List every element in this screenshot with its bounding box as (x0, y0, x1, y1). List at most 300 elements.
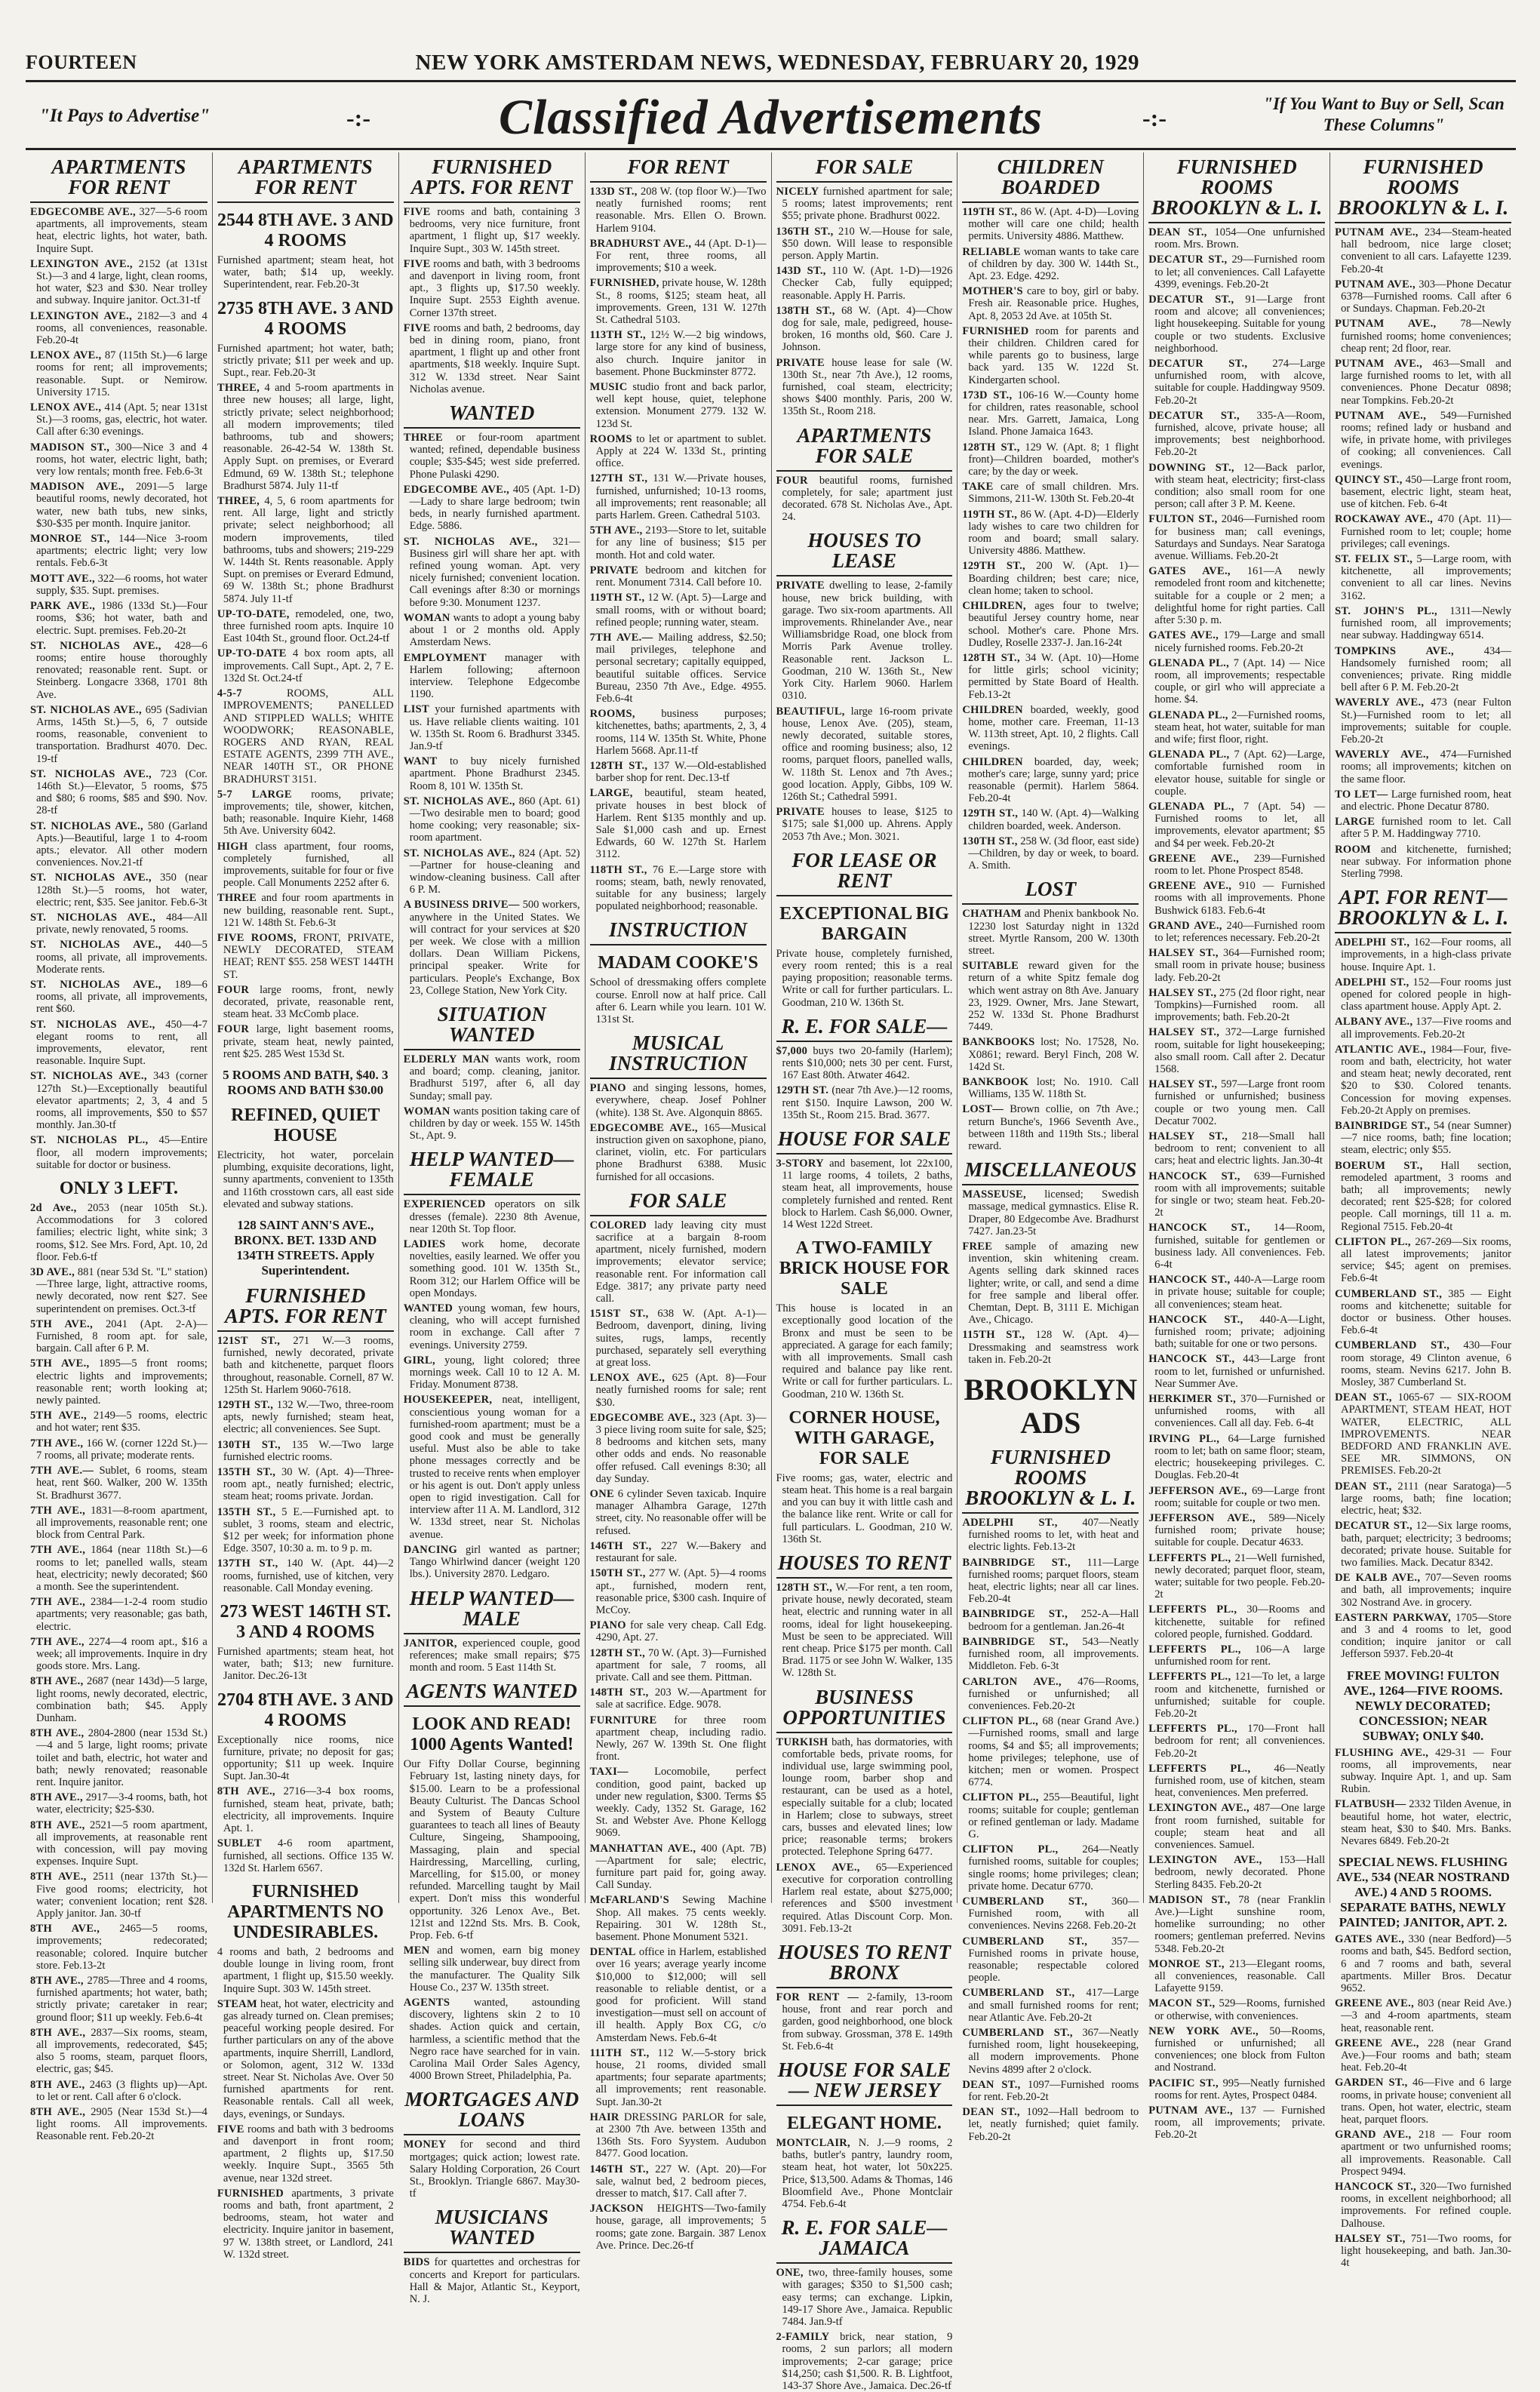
ad-lead: 130TH ST., (962, 835, 1018, 847)
ad-lead: EDGECOMBE AVE., (589, 1121, 698, 1134)
section-header: LOST (962, 875, 1139, 905)
classified-ad (404, 1394, 580, 1540)
ad-text: large 16-room private house, Lenox Ave. (205), steam, newly decorated, suitable stores, office and rooming business; also, 12 rooms, parquet floors, panelled walls, W. 118th St. Lenox and 7th Aves.; good location. Apply, Gibbs, 109 W. 126th St.; Cathedral 5991. (782, 705, 953, 803)
classified-ad (962, 1843, 1139, 1892)
ad-lead: EDGECOMBE AVE., (589, 1411, 696, 1424)
ad-lead: PARK AVE., (30, 600, 96, 613)
ad-lead: PUTNAM AVE., (1148, 2105, 1233, 2117)
ad-lead: ATLANTIC AVE., (1335, 1043, 1426, 1056)
ad-text: 2-family, 13-room house, front and rear porch and garden, good neighborhood, one block from subway. Grossman, 378 E. 149th St. Feb.6-4t (782, 1991, 953, 2052)
ad-lead: 113TH ST., (589, 329, 646, 342)
top-rule (26, 80, 1516, 82)
ad-lead: CARLTON AVE., (962, 1675, 1062, 1688)
classified-ad (404, 1238, 580, 1299)
classified-ad (1148, 1078, 1325, 1127)
ad-lead: LEXINGTON AVE., (30, 257, 133, 270)
ad-lead: MASSEUSE, (962, 1188, 1026, 1201)
classified-ad (1335, 1798, 1511, 1847)
display-ad-heading: 128 SAINT ANN'S AVE., BRONX. BET. 133D AND 134TH STREETS. Apply Superintendent. (234, 1218, 377, 1277)
ad-text: for quartettes and orchestras for concerts and Kreport for particulars. Hall & Major, Atlantic St., Keyport, N. J. (409, 2256, 580, 2306)
ad-text: 140 W. (Apt. 4)—Walking children boarded, week. Anderson. (968, 807, 1139, 832)
ad-lead: ST. NICHOLAS PL., (30, 1134, 149, 1147)
classified-ad (30, 1675, 207, 1724)
classified-ad (590, 787, 767, 860)
ad-text: 275 (2d floor right, near Tompkins)—Furnished room. all improvements; bath. Feb.20-2t (1154, 986, 1326, 1024)
classified-ad (1148, 1671, 1325, 1720)
classified-ad (30, 1544, 207, 1593)
ad-lead: 5TH AVE., (30, 1410, 87, 1422)
classified-ad (776, 1045, 953, 1082)
ad-text: 78—Newly furnished rooms; home conveniences; cheap rent; 2d floor, rear. (1341, 318, 1511, 355)
classified-ad (1148, 462, 1325, 511)
ad-lead: 8TH AVE., (30, 1727, 85, 1740)
classified-ad (404, 536, 580, 609)
ad-text: 370—Furnished or unfurnished rooms, with all conveniences. Call all day. Feb. 6-4t (1154, 1393, 1326, 1430)
ad-text: School of dressmaking offers complete course. Enroll now at half price. Call after 6. Learn while you learn. 101 W. 131st St. (589, 976, 767, 1025)
ad-lead: BAINBRIDGE ST., (962, 1556, 1071, 1569)
classified-ad (404, 1354, 580, 1391)
ad-lead: DANCING (403, 1543, 458, 1556)
ad-lead: TAXI— (589, 1766, 629, 1779)
classified-ad (962, 756, 1139, 805)
ad-lead: GIRL, (403, 1354, 435, 1367)
section-header: R. E. FOR SALE— (776, 1012, 953, 1042)
classified-ad (776, 706, 953, 804)
classified-ad (590, 1686, 767, 1711)
ad-lead: MUSIC (589, 381, 628, 394)
ad-lead: ST. JOHN'S PL., (1335, 604, 1437, 617)
ad-text: 440—5 rooms, all private, all improvements. Moderate rents. (36, 939, 207, 976)
classified-ad (217, 1946, 394, 1995)
classified-ad (962, 908, 1139, 957)
ad-lead: 118TH ST., (589, 863, 647, 876)
ad-text: 860 (Apt. 61)—Two desirable men to board; good home cooking; very reasonable; six-room apartment. (409, 795, 580, 844)
ad-text: 69—Large front room; suitable for couple or two men. (1154, 1484, 1326, 1509)
ad-text: 367—Neatly furnished room, light housekeeping, all modern improvements. Phone Nevins 4899 after 2 o'clock. (968, 2026, 1139, 2076)
ad-lead: HERKIMER ST., (1148, 1393, 1237, 1406)
ad-text: 140 W. (Apt. 44)—2 rooms, furnished, use of kitchen, very reasonable. Call Monday evening. (223, 1557, 394, 1594)
ad-text: Mailing address, $2.50; mail privileges, telephone and personal secretary; capitally equipped, beautiful suitable offices. Service Bureau, 2350 7th Ave., Edge. 4955. Feb.6-4t (595, 631, 767, 705)
ad-lead: 119TH ST., (962, 206, 1018, 218)
ad-lead: FULTON ST., (1148, 513, 1218, 526)
classified-ad (30, 573, 207, 597)
ad-lead: MONTCLAIR, (776, 2136, 850, 2149)
display-ad-heading: BROOKLYN ADS (964, 1373, 1138, 1440)
section-header: APARTMENTS FOR SALE (776, 421, 953, 472)
ad-text: Brown collie, on 7th Ave.; return Bunche's, 1966 Seventh Ave., between 118th and 119th Sts.; liberal reward. (968, 1103, 1139, 1153)
right-ornament: -:- (1142, 104, 1167, 131)
classified-ad (30, 640, 207, 701)
ad-text: 252-A—Hall bedroom for a gentleman. Jan.26-4t (968, 1608, 1139, 1633)
ad-lead: 8TH AVE., (30, 1791, 83, 1804)
classified-ad (776, 948, 953, 1009)
section-header: SITUATION WANTED (404, 1000, 580, 1050)
classified-ad (217, 495, 394, 605)
classified-ad (404, 1544, 580, 1581)
ad-text: operators on silk dresses (female). 2230 8th Avenue, near 120th St. Top floor. (409, 1198, 580, 1235)
ad-text: 385 — Eight rooms and kitchenette; suitable for doctor or business. Other houses. Feb.6-4t (1341, 1287, 1511, 1337)
classified-ad (776, 475, 953, 524)
classified-ad (1148, 629, 1325, 653)
classified-ad (404, 899, 580, 997)
classified-ad (962, 1036, 1139, 1073)
ad-text: bath, has dormatories, with comfortable beds, private rooms, for individual use, large swimming pool, lounge room, barber shop and restaurant, can be used as a hotel, especially suitable for a club; located in Harlem; close to subways, street cars, busses and elevated lines; low price; reasonable terms; brokers protected. Telephone Spring 6477. (782, 1736, 953, 1859)
ad-lead: ROOMS, (589, 708, 635, 721)
ad-lead: MADISON ST., (1148, 1893, 1231, 1906)
ad-text: 1986 (133d St.)—Four rooms, $36; hot water, bath and electric. Supt. premises. Feb.20-2t (36, 600, 207, 637)
classified-ad (1335, 226, 1511, 275)
classified-ad (1335, 645, 1511, 694)
ad-lead: DECATUR ST., (1148, 294, 1234, 306)
section-header: FOR LEASE OR RENT (776, 846, 953, 896)
ad-text: 14—Room, furnished, suitable for gentlemen or business lady. All conveniences. Feb. 6-4t (1154, 1222, 1326, 1271)
ad-lead: GLENADA PL., (1148, 749, 1230, 761)
classified-ad (590, 1540, 767, 1564)
classified-ad (1148, 410, 1325, 459)
ad-lead: ST. NICHOLAS AVE., (30, 819, 143, 832)
classified-ad (30, 533, 207, 570)
classified-ad (962, 1557, 1139, 1606)
ad-text: 267-269—Six rooms, all latest improvements; janitor service; $45; agent on premises. Feb.6-4t (1341, 1235, 1511, 1285)
classified-ad (776, 1472, 953, 1545)
ad-lead: EXPERIENCED (403, 1198, 486, 1211)
classified-ad (1335, 2233, 1511, 2270)
ad-text: 434—Handsomely furnished room; all conveniences; private. Ring middle bell after 6 P. M. Feb.20-2t (1341, 644, 1511, 694)
ad-text: manager with Harlem following; afternoon interview. Telephone Edgecombe 1190. (409, 651, 580, 701)
ad-lead: 7TH AVE., (30, 1504, 86, 1517)
ad-lead: 5TH AVE., (30, 1317, 94, 1330)
ad-text: 428—6 rooms; entire house thoroughly renovated; reasonable rent. Supt. or Steinberg. Longacre 3368, 1701 8th Ave. (36, 639, 207, 701)
classified-ad (217, 1335, 394, 1396)
ad-lead: BAINBRIDGE ST., (962, 1608, 1068, 1621)
classified-ad (590, 433, 767, 470)
classified-ad (404, 432, 580, 481)
ad-lead: FOUR (217, 1023, 250, 1036)
ad-lead: ST. NICHOLAS AVE., (30, 703, 142, 716)
ad-text: 129 W. (Apt. 8; 1 flight front)—Children boarded, mother's care; by the day or week. (968, 441, 1139, 478)
ad-text: large, light basement rooms, private, steam heat, newly painted, rent $25. 285 West 153d St. (223, 1023, 394, 1060)
classified-ad (1148, 1222, 1325, 1271)
ad-text: 417—Large and small furnished rooms for rent; near Atlantic Ave. Feb.20-2t (968, 1987, 1139, 2024)
section-header: WANTED (404, 398, 580, 429)
classified-ad (1335, 1612, 1511, 1661)
ad-lead: SUBLET (217, 1837, 262, 1850)
classified-ad (1335, 358, 1511, 407)
classified-ad (30, 1636, 207, 1673)
classified-ad (404, 2138, 580, 2200)
ad-text: rooms and bath, with 3 bedrooms and davenport in living room, front apt., 3 flights up, $17.50 weekly. Inquire Supt. 2553 Eighth avenue. Corner 137th street. (409, 257, 580, 319)
ad-text: 277 W. (Apt. 5)—4 rooms apt., furnished, modern rent, reasonable price, $300 cash. Inquire of McCoy. (595, 1567, 767, 1616)
ad-text: 484—All private, newly renovated, 5 rooms. (36, 911, 207, 936)
classified-ad (1148, 1997, 1325, 2022)
ad-lead: ST. NICHOLAS AVE., (30, 639, 161, 652)
classified-ad (962, 2027, 1139, 2076)
ad-lead: 5-7 LARGE (217, 788, 292, 801)
classified-ad (217, 254, 394, 291)
classified-ad (1335, 1572, 1511, 1609)
classified-ad (30, 704, 207, 765)
ad-lead: HANCOCK ST., (1335, 2181, 1417, 2194)
classified-ad (590, 381, 767, 430)
ad-lead: QUINCY ST., (1335, 473, 1403, 486)
ad-text: 110 W. (Apt. 1-D)—1926 Checker Cab, fully equipped; reasonable. Apply H. Parris. (782, 265, 953, 302)
classified-ad (776, 806, 953, 843)
ad-lead: UP-TO-DATE, (217, 607, 290, 620)
classified-ad (776, 226, 953, 263)
classified-ad (776, 186, 953, 223)
ad-text: 2837—Six rooms, steam, all improvements, redecorated, $45; also 5 rooms, steam, parquet floors, electric, gas; $45. (36, 2026, 207, 2076)
classified-ad (962, 1895, 1139, 1932)
section-header: FURNISHED APTS. FOR RENT (217, 1281, 394, 1332)
ad-text: 1097—Furnished rooms for rent. Feb.20-2t (968, 2078, 1139, 2103)
classified-ad (962, 1241, 1139, 1326)
classified-ad (590, 1843, 767, 1892)
ad-lead: GATES AVE., (1148, 565, 1231, 578)
ad-text: Exceptionally nice rooms, nice furniture, private; no deposit for gas; opportunity; $11 up week. Inquire Supt. Jan.30-4t (217, 1733, 394, 1783)
classified-ad (1335, 1933, 1511, 1994)
classified-ad (776, 1158, 953, 1231)
ad-lead: LIST (403, 703, 429, 716)
classified-ad (962, 1329, 1139, 1366)
ad-lead: 7TH AVE., (30, 1635, 85, 1648)
classified-ad (217, 382, 394, 492)
ad-lead: GREENE AVE., (1148, 852, 1240, 865)
ad-text: Furnished apartments; steam heat, hot water, bath; $13; new furniture. Janitor. Dec.26-13t (217, 1646, 394, 1683)
ad-lead: HAIR (589, 2111, 619, 2123)
ad-text: sample of amazing new invention, skin whitening cream. Agents selling dark skinned races lighter; write, or call, and send a dime for free sample and liberal offer. Chemtan, Dept. B, 3111 E. Michigan Ave., Chicago. (968, 1241, 1139, 1327)
classified-ad (962, 2106, 1139, 2143)
classified-ad (30, 2027, 207, 2076)
classified-ad (590, 1412, 767, 1485)
ad-text: 210 W.—House for sale, $50 down. Will lease to responsible person. Apply Martin. (782, 225, 953, 263)
ad-text: 144—Nice 3-room apartments; electric light; very low rentals. Feb.6-3t (36, 533, 207, 570)
display-ad-heading: EXCEPTIONAL BIG BARGAIN (779, 903, 949, 944)
ad-lead: WAVERLY AVE., (1335, 749, 1429, 761)
ad-text: 161—A newly remodeled front room and kitchenette; suitable for a couple or 2 men; a delightful home for right parties. Call after 5:30 p. m. (1154, 565, 1326, 627)
classified-ad (776, 1084, 953, 1121)
classified-ad (962, 1103, 1139, 1152)
classified-ad (1335, 2037, 1511, 2074)
column-3 (398, 152, 585, 2306)
ad-lead: CLIFTON PL., (962, 1843, 1059, 1856)
ad-lead: GRAND AVE., (1335, 2129, 1412, 2141)
ad-lead: 7TH AVE., (30, 1544, 86, 1557)
ad-text: 450—4-7 elegant rooms to rent, all improvements, elevator, rent reasonable. Inquire Supt. (36, 1018, 207, 1068)
ad-lead: McFARLAND'S (589, 1894, 669, 1907)
ad-text: 2905 (Near 153d St.)—4 light rooms. All improvements. Reasonable rent. Feb.20-2t (36, 2106, 207, 2143)
ad-text: office in Harlem, established over 16 years; average yearly income $10,000 to $12,000; will sell reasonable to reliable dentist, or a good for proficient. Will stand investigation—must sell on account of ill health. Apply Box CG, c/o Amsterdam News. Feb.6-4t (595, 1946, 767, 2044)
ad-lead: DECATUR ST., (1148, 254, 1228, 266)
classified-ad (217, 1998, 394, 2120)
ad-lead: LARGE (1335, 816, 1376, 829)
ad-text: 4-6 room apartment, furnished, all sections. Office 135 W. 132d St. Harlem 6567. (223, 1837, 394, 1874)
ad-lead: ADELPHI ST., (962, 1517, 1058, 1530)
ad-text: 239—Furnished room to let. Phone Prospect 8548. (1154, 852, 1326, 877)
ad-lead: LEFFERTS PL., (1148, 1551, 1231, 1564)
ad-text: rooms and bath, 2 bedrooms, day bed in dining room, piano, front apartment, 1 flight up and other front apartments, $18 weekly. Inquire Supt. 312 W. 133d street. Near Saint Nicholas avenue. (409, 321, 580, 395)
classified-ad (1148, 1894, 1325, 1955)
ad-lead: A BUSINESS DRIVE— (403, 899, 520, 912)
ad-lead: ST. NICHOLAS AVE., (30, 978, 161, 991)
classified-ad (1148, 2077, 1325, 2101)
classified-ad (1335, 1120, 1511, 1157)
display-ad-heading: A TWO-FAMILY BRICK HOUSE FOR SALE (779, 1238, 950, 1299)
ad-lead: DEAN ST., (1335, 1391, 1392, 1404)
classified-ad (404, 755, 580, 792)
ad-lead: PUTNAM AVE., (1335, 358, 1423, 370)
ad-lead: FREE (962, 1241, 993, 1253)
display-ad-heading: 2704 8TH AVE. 3 AND 4 ROOMS (217, 1689, 394, 1730)
classified-ad (217, 1399, 394, 1436)
classified-ad (30, 1871, 207, 1920)
ad-lead: GREENE AVE., (1148, 880, 1232, 893)
classified-ad (590, 1122, 767, 1183)
ad-lead: LENOX AVE., (30, 401, 102, 414)
ad-text: 86 W. (Apt. 4-D)—Elderly lady wishes to care two children for room and board; small salary. University 4886. Matthew. (968, 508, 1139, 558)
ad-text: 335-A—Room, furnished, alcove, private house; all improvements; best neighborhood. Feb.20-2t (1154, 409, 1326, 459)
classified-ad (590, 864, 767, 913)
ad-lead: HALSEY ST., (1148, 1026, 1220, 1039)
classified-ad (590, 186, 767, 235)
ad-lead: THREE, (217, 382, 260, 395)
ad-lead: 128TH ST., (589, 759, 648, 772)
ad-lead: 129TH ST. (776, 1084, 829, 1097)
ad-lead: GLENADA PL., (1148, 656, 1230, 669)
page-number: FOURTEEN (26, 51, 137, 73)
ad-lead: WOMAN (403, 611, 450, 624)
ad-lead: 143D ST., (776, 265, 826, 278)
classified-ad (962, 1676, 1139, 1713)
ad-lead: 128TH ST., (776, 1582, 832, 1594)
ad-lead: EDGECOMBE AVE., (403, 483, 510, 496)
classified-ad (217, 1557, 394, 1594)
classified-ad (217, 1439, 394, 1463)
classified-ad (30, 2106, 207, 2143)
ad-lead: CLIFTON PL., (962, 1715, 1039, 1728)
ad-text: 2—Furnished rooms, steam heat, hot water, suitable for man and wife; first floor, right. (1154, 709, 1326, 746)
ad-lead: HALSEY ST., (1148, 1078, 1218, 1091)
section-header: HOUSES TO RENT BRONX (776, 1938, 953, 1988)
classified-ad (1335, 1520, 1511, 1569)
section-header: HELP WANTED— MALE (404, 1584, 580, 1634)
classified-ad (1148, 513, 1325, 562)
classified-ad (30, 310, 207, 347)
ad-text: 1984—Four, five-room and bath, electricity, hot water and steam heat; newly decorated, rent $20 to $30. Colored tenants. Concession for moving expenses. Feb.20-2t Apply on premises. (1341, 1043, 1512, 1117)
ad-text: (near 7th Ave.)—12 rooms, rent $150. Inquire Lawson, 200 W. 135th St., Room 215. Brad. 3677. (782, 1084, 953, 1121)
classified-ad (590, 1308, 767, 1369)
classified-title: Classified Advertisements (498, 90, 1044, 145)
classified-ad (590, 976, 767, 1025)
ad-lead: DOWNING ST., (1148, 461, 1234, 474)
ad-lead: TO LET— (1335, 788, 1388, 801)
ad-lead: LENOX AVE., (776, 1861, 860, 1874)
ad-lead: COLORED (589, 1219, 647, 1231)
ad-lead: GLENADA PL., (1148, 709, 1228, 721)
ad-lead: ADELPHI ST., (1335, 976, 1409, 988)
ad-lead: ROOMS (589, 432, 632, 445)
ad-text: dwelling to lease, 2-family house, new brick building, with garage. Two six-room apartments. All improvements. Rhinelander Ave., near Williamsbridge Road, one block from Morris Park Avenue trolley. Reasonable rent. Jackson L. Goodman, 210 W. 136th St., New York City. Harlem 9060. Harlem 0310. (782, 580, 953, 703)
classified-ad (590, 1082, 767, 1119)
classified-ad (217, 1466, 394, 1503)
ad-lead: 8TH AVE., (30, 1819, 85, 1831)
ad-lead: MONROE ST., (1148, 1957, 1225, 1970)
classified-ad (1148, 853, 1325, 877)
ad-text: Furnished apartment; steam heat, hot water, bath; $14 up, weekly. Superintendent, rear. Feb.20-3t (217, 254, 394, 291)
classified-ad (30, 441, 207, 478)
ad-text: 2716—3-4 box rooms, furnished, steam heat, private, bath; electricity, all improvements. Inquire Apt. 1. (223, 1785, 394, 1835)
ad-text: 476—Rooms, furnished or unfurnished; all conveniences. Feb.20-2t (968, 1675, 1139, 1712)
classified-ad (1335, 1339, 1511, 1388)
column-2 (212, 152, 398, 2261)
classified-ad (962, 807, 1139, 832)
ad-text: 45—Entire floor, all modern improvements; suitable for doctor or business. (36, 1134, 207, 1171)
ad-lead: CHILDREN (962, 703, 1023, 716)
ad-text: 271 W.—3 rooms, furnished, newly decorated, private bath and kitchenette, parquet floors throughout, reasonable. Cornell, 87 W. 125th St. Harlem 9060-7618. (223, 1335, 394, 1396)
ad-lead: BAINBRIDGE ST., (962, 1635, 1068, 1648)
classified-ad (962, 509, 1139, 558)
classified-ad (590, 564, 767, 589)
section-header: HOUSES TO RENT (776, 1548, 953, 1579)
ad-text: 638 W. (Apt. A-1)—Bedroom, davenport, dining, living suites, rugs, lamps, recently purchased, separately sell everything at great loss. (595, 1308, 767, 1370)
section-header: MORTGAGES AND LOANS (404, 2085, 580, 2135)
classified-ad (962, 1987, 1139, 2024)
ad-text: 2521—5 room apartment, all improvements, at reasonable rent with concession, will pay moving expenses. Inquire Supt. (36, 1819, 207, 1868)
classified-ad (962, 960, 1139, 1033)
ad-text: 234—Steam-heated hall bedroom, nice large closet; convenient to all cars. Lafayette 1239. Feb.20-4t (1341, 226, 1511, 275)
ad-text: Five rooms; gas, water, electric and steam heat. This home is a real bargain and you can buy it with little cash and the balance like rent. Write or call for full particulars. L. Goodman, 210 W. 136th St. (776, 1471, 953, 1545)
ad-text: girl wanted as partner; Tango Whirlwind dancer (weight 120 lbs.). University 2870. Ledgaro. (409, 1543, 580, 1581)
classified-ad (590, 1894, 767, 1943)
classified-ad (30, 1266, 207, 1315)
classified-ad (1335, 1391, 1511, 1477)
section-header: BUSINESS OPPORTUNITIES (776, 1683, 953, 1733)
ad-lead: 7TH AVE., (30, 1437, 84, 1450)
classified-ad (404, 1637, 580, 1674)
ad-text: 2274—4 room apt., $16 a week; all improvements. Inquire in dry goods store. Mrs. Lang. (36, 1635, 207, 1673)
ad-text: 46—Neatly furnished room, use of kitchen, steam heat, conveniences. Men preferred. (1154, 1762, 1326, 1800)
ad-text: 12½ W.—2 big windows, large store for any kind of business, also church. Inquire janitor in basement. Phone Buckminster 8772. (595, 329, 767, 378)
section-header: APARTMENTS FOR RENT (30, 152, 207, 203)
ad-text: heat, hot water, electricity and gas already turned on. Clean premises; peaceful working people desired. For further particulars on any of the above apartments, inquire Sherrill, Landlord, or Solomon, agent, 312 W. 133d street. Near St. Nicholas Ave. Over 50 furnished apartments for rent. Reasonable rentals. Call all week, days, evenings, or Sundays. (223, 1997, 394, 2120)
ad-text: 4 and 5-room apartments in three new houses; all large, light, strictly private; select neighborhood; all modern improvements; tiled bathrooms, tub and showers; reasonable. 26-42-54 W. 138th St. Apply Supt. on premises, or Everard Edmund, 69 W. 138th St.; telephone Bradhurst 5874. July 11-tf (223, 382, 394, 492)
ad-lead: ST. NICHOLAS AVE., (30, 767, 152, 780)
ad-lead: LEFFERTS PL., (1148, 1762, 1251, 1775)
ad-text: 487—One large front room furnished, suitable for couple; steam heat and all conveniences. Samuel. (1154, 1802, 1326, 1851)
ad-text: 64—Large furnished room to let; bath on same floor; steam, electric; housekeeping privileges. C. Douglas. Feb.20-4t (1154, 1432, 1326, 1482)
classified-ad (30, 1791, 207, 1816)
ad-text: and Phenix bankbook No. 12230 lost Saturday night in 132d street. Myrtle Ransom, 200 W. 130th street. (968, 908, 1139, 957)
ad-lead: 111TH ST., (589, 2046, 650, 2059)
ad-lead: HIGH (217, 840, 248, 853)
classified-ad (1148, 1026, 1325, 1075)
ad-lead: BANKBOOK (962, 1076, 1029, 1088)
ad-lead: HALSEY ST., (1335, 2232, 1406, 2245)
classified-ad (1335, 1480, 1511, 1517)
classified-ad (404, 703, 580, 752)
classified-ad (1335, 844, 1511, 881)
ad-text: DRESSING PARLOR for sale, at 2300 7th Ave. between 135th and 136th Sts. Foro Syystem. Audubon 8477. Good location. (595, 2111, 767, 2160)
ad-lead: MEN (403, 1945, 430, 1957)
ad-text: boarded, day, week; mother's care; large, sunny yard; price reasonable (permit). Harlem 5864. Feb.20-4t (968, 755, 1139, 805)
ad-lead: 133D ST., (589, 186, 638, 198)
classified-ad (590, 277, 767, 326)
ad-text: for sale very cheap. Call Edg. 4290, Apt. 27. (595, 1619, 767, 1644)
classified-ad (962, 1791, 1139, 1840)
ad-text: 2917—3-4 rooms, bath, hot water, electricity; $25-$30. (36, 1791, 207, 1816)
ad-lead: CHILDREN, (962, 600, 1026, 613)
ad-text: 44 (Apt. D-1)—For rent, three rooms, all improvements; $10 a week. (595, 237, 767, 275)
classified-ad (30, 1410, 207, 1434)
